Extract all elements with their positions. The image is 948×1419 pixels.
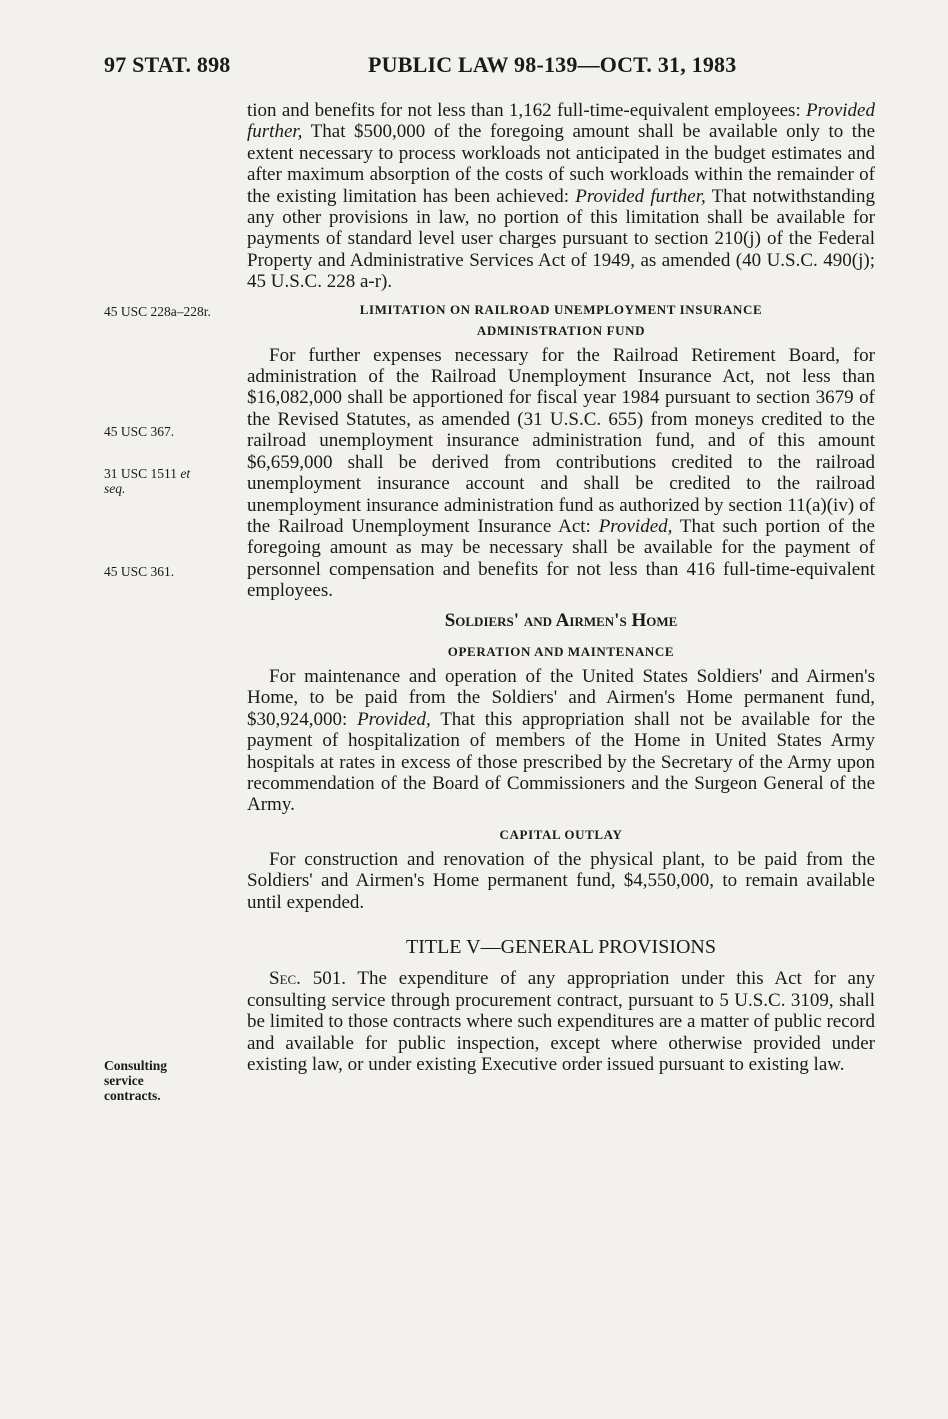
title-v-heading: TITLE V—GENERAL PROVISIONS xyxy=(406,936,716,958)
body-column xyxy=(247,100,875,1075)
margin-note-3-cite: 31 USC 1511 xyxy=(104,466,178,481)
running-header-left: 97 STAT. 898 xyxy=(104,52,231,77)
para1-proviso-2: Provided further, xyxy=(575,185,706,207)
heading-railroad-fund xyxy=(247,299,875,341)
para1-text-3: That notwithstanding any other provisions in law, no portion of this limitation shall be available for payments of standard level user charges pursuant to section 210(j) of the Federal Property and Administrative Services Act of 1949, as amended (40 U.S.C. 490(j); 45 U.S.C. 228 a-r). xyxy=(247,185,875,293)
paragraph-operation xyxy=(247,666,875,816)
paragraph-capital-outlay: For construction and renovation of the physical plant, to be paid from the Soldiers' and Airmen's Home permanent fund, $4,550,000, to remain available until expended. xyxy=(247,848,875,913)
heading-operation: OPERATION AND MAINTENANCE xyxy=(447,643,675,659)
margin-note-4: 45 USC 361. xyxy=(104,564,175,579)
margin-note-5: Consulting service contracts. xyxy=(104,1058,168,1103)
para2-text-2: That such portion of the foregoing amount as may be necessary shall be available for the payment of personnel compensation and benefits for not less than 416 full-time-equivalent employees. xyxy=(247,515,875,602)
paragraph-continuation xyxy=(247,100,875,293)
para1-text-1: tion and benefits for not less than 1,162 full-time-equivalent employees: xyxy=(247,100,807,121)
para3-text-1: For maintenance and operation of the United States Soldiers' and Airmen's Home, to be paid from the Soldiers' and Airmen's Home permanent fund, $30,924,000: xyxy=(247,665,875,730)
paragraph-railroad-fund xyxy=(247,345,875,602)
margin-note-1: 45 USC 228a–228r. xyxy=(104,304,211,319)
margin-note-2: 45 USC 367. xyxy=(104,424,175,439)
para1-proviso-1: Provided further, xyxy=(247,100,875,143)
margin-note-3 xyxy=(104,466,214,496)
section-number: Sec. 501. xyxy=(269,968,346,990)
para2-text-1: For further expenses necessary for the Railroad Retirement Board, for administration of the Railroad Unemployment Insurance Act, not less than $16,082,000 shall be apportioned for fiscal year 1984 pursuant to section 3679 of the Revised Statutes, as amended (31 U.S.C. 655) from moneys credited to the railroad unemployment insurance administration fund, and of this amount $6,659,000 shall be derived from contributions credited to the railroad unemployment insurance account and shall be credited to the railroad unemployment insurance administration fund as authorized by section 11(a)(iv) of the Railroad Unemployment Insurance Act: xyxy=(247,344,875,537)
margin-note-3-etseq: et seq. xyxy=(104,466,191,496)
paragraph-sec-501 xyxy=(247,968,875,1075)
para2-proviso: Provided, xyxy=(598,515,673,537)
para1-text-2: That $500,000 of the foregoing amount shall be available only to the extent necessary to process workloads not anticipated in the budget estimates and after maximum absorption of the costs of such workloads within the remainder of the existing limitation has been achieved: xyxy=(247,121,875,207)
heading-capital-outlay: CAPITAL OUTLAY xyxy=(499,826,623,842)
para3-text-2: That this appropriation shall not be available for the payment of hospitalization of members of the Home in United States Army hospitals at rates in excess of those prescribed by the Secretary of the Army upon recommendation of the Board of Commissioners and the Surgeon General of the Army. xyxy=(247,708,875,816)
heading-soldiers-home: Soldiers' and Airmen's Home xyxy=(444,609,678,631)
para3-proviso: Provided, xyxy=(357,708,431,730)
heading-railroad-fund-line1: LIMITATION ON RAILROAD UNEMPLOYMENT INSURANCE xyxy=(359,301,763,317)
heading-railroad-fund-line2: ADMINISTRATION FUND xyxy=(476,322,646,338)
sec-501-text: The expenditure of any appropriation under this Act for any consulting service through procurement contract, pursuant to 5 U.S.C. 3109, shall be limited to those contracts where such expenditures are a matter of public record and available for public inspection, except where otherwise provided under existing law, or under existing Executive order issued pursuant to existing law. xyxy=(247,968,875,1076)
running-header-title: PUBLIC LAW 98-139—OCT. 31, 1983 xyxy=(368,52,737,77)
